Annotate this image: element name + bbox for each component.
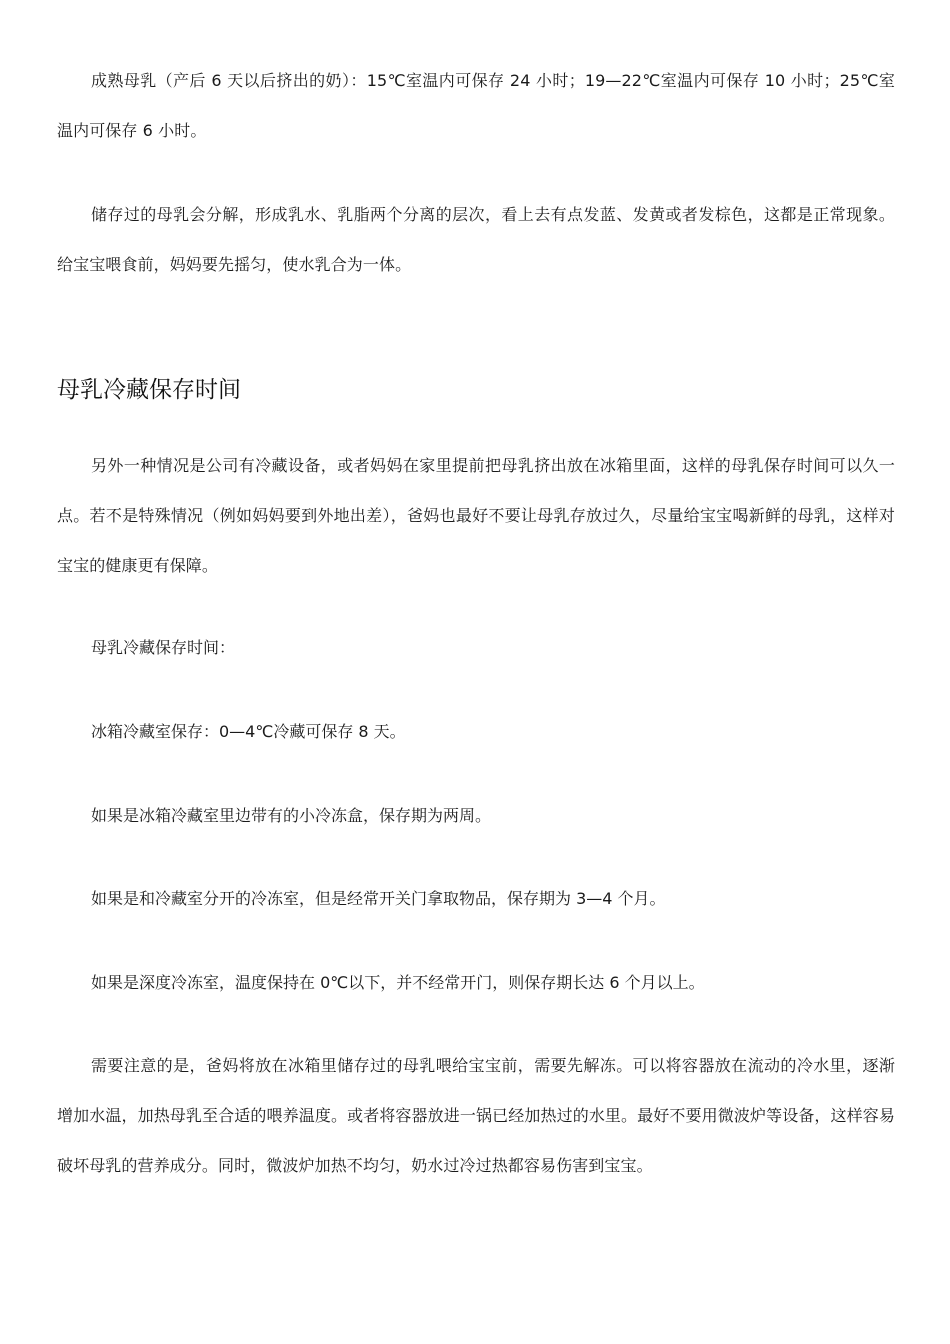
paragraph-mature-milk: 成熟母乳（产后 6 天以后挤出的奶）：15℃室温内可保存 24 小时；19—22℃室温内可保存 10 小时；25℃室温内可保存 6 小时。 bbox=[57, 71, 895, 140]
line-storage-label: 母乳冷藏保存时间： bbox=[91, 638, 236, 657]
line-separate-freezer: 如果是和冷藏室分开的冷冻室，但是经常开关门拿取物品，保存期为 3—4 个月。 bbox=[91, 889, 666, 908]
line-deep-freezer: 如果是深度冷冻室，温度保持在 0℃以下，并不经常开门，则保存期长达 6 个月以上。 bbox=[91, 973, 705, 992]
section-heading-refrigeration: 母乳冷藏保存时间 bbox=[57, 377, 241, 403]
paragraph-refrigeration-intro: 另外一种情况是公司有冷藏设备，或者妈妈在家里提前把母乳挤出放在冰箱里面，这样的母乳保存时间可以久一点。若不是特殊情况（例如妈妈要到外地出差），爸妈也最好不要让母乳存放过久，尽量给宝宝喝新鲜的母乳，这样对宝宝的健康更有保障。 bbox=[57, 456, 895, 575]
line-fridge-storage: 冰箱冷藏室保存：0—4℃冷藏可保存 8 天。 bbox=[91, 722, 406, 741]
line-small-freezer: 如果是冰箱冷藏室里边带有的小冷冻盒，保存期为两周。 bbox=[91, 806, 492, 825]
paragraph-thawing: 需要注意的是，爸妈将放在冰箱里储存过的母乳喂给宝宝前，需要先解冻。可以将容器放在流动的冷水里，逐渐增加水温，加热母乳至合适的喂养温度。或者将容器放进一锅已经加热过的水里。最好不要用微波炉等设备，这样容易破坏母乳的营养成分。同时，微波炉加热不均匀，奶水过冷过热都容易伤害到宝宝。 bbox=[57, 1056, 895, 1175]
paragraph-separation: 储存过的母乳会分解，形成乳水、乳脂两个分离的层次，看上去有点发蓝、发黄或者发棕色，这都是正常现象。给宝宝喂食前，妈妈要先摇匀，使水乳合为一体。 bbox=[57, 205, 895, 274]
